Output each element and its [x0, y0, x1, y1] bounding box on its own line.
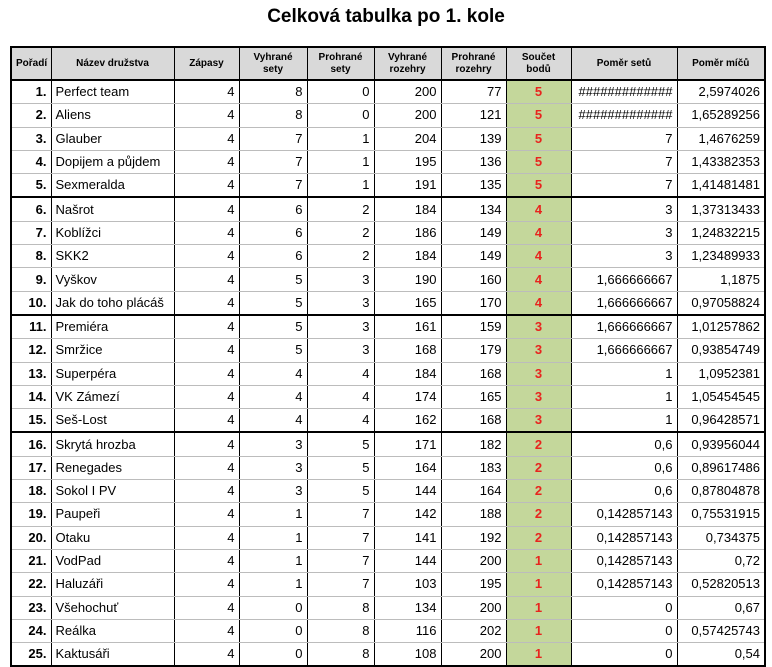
sets-lost-cell: 5 — [307, 432, 374, 456]
matches-cell: 4 — [174, 643, 239, 667]
rallies-won-cell: 204 — [374, 127, 441, 150]
team-name-cell: Premiéra — [51, 315, 174, 339]
team-name-cell: Našrot — [51, 197, 174, 221]
points-cell: 5 — [506, 174, 571, 198]
rank-cell: 13. — [11, 362, 51, 385]
sets-lost-cell: 1 — [307, 127, 374, 150]
sets-won-cell: 3 — [239, 432, 307, 456]
header-points: Součet bodů — [506, 47, 571, 80]
matches-cell: 4 — [174, 480, 239, 503]
points-cell: 3 — [506, 315, 571, 339]
ball-ratio-cell: 1,01257862 — [677, 315, 765, 339]
set-ratio-cell: ############# — [571, 104, 677, 127]
rank-cell: 21. — [11, 549, 51, 572]
rallies-lost-cell: 136 — [441, 150, 506, 173]
sets-lost-cell: 0 — [307, 80, 374, 104]
rank-cell: 7. — [11, 221, 51, 244]
matches-cell: 4 — [174, 127, 239, 150]
set-ratio-cell: 7 — [571, 174, 677, 198]
sets-won-cell: 1 — [239, 503, 307, 526]
table-header — [11, 47, 765, 80]
points-cell: 2 — [506, 503, 571, 526]
matches-cell: 4 — [174, 150, 239, 173]
table-row — [11, 362, 765, 385]
matches-cell: 4 — [174, 503, 239, 526]
table-row — [11, 80, 765, 104]
sets-lost-cell: 7 — [307, 503, 374, 526]
table-row — [11, 549, 765, 572]
sets-won-cell: 6 — [239, 221, 307, 244]
rallies-won-cell: 144 — [374, 480, 441, 503]
rank-cell: 2. — [11, 104, 51, 127]
rallies-won-cell: 190 — [374, 268, 441, 291]
rank-cell: 15. — [11, 409, 51, 433]
rallies-won-cell: 195 — [374, 150, 441, 173]
rallies-won-cell: 142 — [374, 503, 441, 526]
points-cell: 3 — [506, 409, 571, 433]
sets-lost-cell: 8 — [307, 619, 374, 642]
sets-lost-cell: 2 — [307, 197, 374, 221]
rallies-won-cell: 191 — [374, 174, 441, 198]
points-cell: 4 — [506, 291, 571, 315]
rallies-lost-cell: 160 — [441, 268, 506, 291]
standings-table — [10, 46, 766, 667]
rank-cell: 12. — [11, 339, 51, 362]
sets-lost-cell: 3 — [307, 268, 374, 291]
ball-ratio-cell: 1,41481481 — [677, 174, 765, 198]
points-cell: 1 — [506, 619, 571, 642]
rallies-won-cell: 162 — [374, 409, 441, 433]
set-ratio-cell: 0 — [571, 596, 677, 619]
matches-cell: 4 — [174, 549, 239, 572]
matches-cell: 4 — [174, 362, 239, 385]
points-cell: 3 — [506, 339, 571, 362]
points-cell: 4 — [506, 197, 571, 221]
matches-cell: 4 — [174, 174, 239, 198]
team-name-cell: Dopijem a půjdem — [51, 150, 174, 173]
rallies-lost-cell: 195 — [441, 573, 506, 596]
ball-ratio-cell: 0,57425743 — [677, 619, 765, 642]
rallies-won-cell: 134 — [374, 596, 441, 619]
rallies-won-cell: 168 — [374, 339, 441, 362]
sets-won-cell: 6 — [239, 245, 307, 268]
table-row — [11, 643, 765, 667]
ball-ratio-cell: 1,65289256 — [677, 104, 765, 127]
table-row — [11, 385, 765, 408]
sets-lost-cell: 3 — [307, 291, 374, 315]
rallies-lost-cell: 135 — [441, 174, 506, 198]
rallies-won-cell: 164 — [374, 456, 441, 479]
sets-won-cell: 7 — [239, 174, 307, 198]
set-ratio-cell: 0,6 — [571, 480, 677, 503]
set-ratio-cell: 7 — [571, 150, 677, 173]
header-sets-won: Vyhrané sety — [239, 47, 307, 80]
table-row — [11, 432, 765, 456]
matches-cell: 4 — [174, 245, 239, 268]
points-cell: 1 — [506, 643, 571, 667]
rank-cell: 23. — [11, 596, 51, 619]
ball-ratio-cell: 0,97058824 — [677, 291, 765, 315]
table-row — [11, 619, 765, 642]
ball-ratio-cell: 0,93956044 — [677, 432, 765, 456]
rallies-lost-cell: 192 — [441, 526, 506, 549]
rank-cell: 5. — [11, 174, 51, 198]
rank-cell: 14. — [11, 385, 51, 408]
rallies-won-cell: 186 — [374, 221, 441, 244]
team-name-cell: Kaktusáři — [51, 643, 174, 667]
header-rallies-lost: Prohrané rozehry — [441, 47, 506, 80]
table-row — [11, 315, 765, 339]
set-ratio-cell: 1,666666667 — [571, 291, 677, 315]
rank-cell: 16. — [11, 432, 51, 456]
rallies-won-cell: 200 — [374, 104, 441, 127]
points-cell: 5 — [506, 80, 571, 104]
team-name-cell: Superpéra — [51, 362, 174, 385]
rallies-lost-cell: 77 — [441, 80, 506, 104]
table-row — [11, 339, 765, 362]
rallies-won-cell: 184 — [374, 245, 441, 268]
table-row — [11, 503, 765, 526]
table-row — [11, 150, 765, 173]
rallies-lost-cell: 164 — [441, 480, 506, 503]
team-name-cell: Vyškov — [51, 268, 174, 291]
sets-lost-cell: 4 — [307, 409, 374, 433]
rallies-won-cell: 108 — [374, 643, 441, 667]
table-row — [11, 409, 765, 433]
rallies-won-cell: 171 — [374, 432, 441, 456]
ball-ratio-cell: 0,72 — [677, 549, 765, 572]
rallies-lost-cell: 149 — [441, 245, 506, 268]
team-name-cell: Sexmeralda — [51, 174, 174, 198]
rank-cell: 10. — [11, 291, 51, 315]
ball-ratio-cell: 0,54 — [677, 643, 765, 667]
set-ratio-cell: 0,142857143 — [571, 503, 677, 526]
sets-lost-cell: 5 — [307, 456, 374, 479]
sets-lost-cell: 2 — [307, 245, 374, 268]
ball-ratio-cell: 0,87804878 — [677, 480, 765, 503]
matches-cell: 4 — [174, 339, 239, 362]
ball-ratio-cell: 0,89617486 — [677, 456, 765, 479]
sets-won-cell: 6 — [239, 197, 307, 221]
sets-won-cell: 3 — [239, 456, 307, 479]
points-cell: 4 — [506, 245, 571, 268]
matches-cell: 4 — [174, 409, 239, 433]
sets-won-cell: 3 — [239, 480, 307, 503]
matches-cell: 4 — [174, 291, 239, 315]
table-row — [11, 291, 765, 315]
sets-lost-cell: 4 — [307, 362, 374, 385]
matches-cell: 4 — [174, 268, 239, 291]
sets-won-cell: 0 — [239, 596, 307, 619]
rallies-lost-cell: 165 — [441, 385, 506, 408]
points-cell: 5 — [506, 104, 571, 127]
matches-cell: 4 — [174, 619, 239, 642]
matches-cell: 4 — [174, 80, 239, 104]
team-name-cell: Paupeři — [51, 503, 174, 526]
matches-cell: 4 — [174, 526, 239, 549]
points-cell: 3 — [506, 362, 571, 385]
sets-lost-cell: 2 — [307, 221, 374, 244]
rallies-won-cell: 161 — [374, 315, 441, 339]
team-name-cell: VK Zámezí — [51, 385, 174, 408]
ball-ratio-cell: 0,75531915 — [677, 503, 765, 526]
rallies-lost-cell: 188 — [441, 503, 506, 526]
rank-cell: 18. — [11, 480, 51, 503]
team-name-cell: Haluzáři — [51, 573, 174, 596]
rallies-lost-cell: 182 — [441, 432, 506, 456]
team-name-cell: Smržice — [51, 339, 174, 362]
set-ratio-cell: 3 — [571, 221, 677, 244]
sets-won-cell: 5 — [239, 315, 307, 339]
set-ratio-cell: 7 — [571, 127, 677, 150]
rallies-lost-cell: 168 — [441, 362, 506, 385]
ball-ratio-cell: 0,96428571 — [677, 409, 765, 433]
points-cell: 3 — [506, 385, 571, 408]
sets-lost-cell: 7 — [307, 549, 374, 572]
sets-won-cell: 1 — [239, 549, 307, 572]
sets-lost-cell: 5 — [307, 480, 374, 503]
rallies-won-cell: 103 — [374, 573, 441, 596]
header-rallies-won: Vyhrané rozehry — [374, 47, 441, 80]
ball-ratio-cell: 1,23489933 — [677, 245, 765, 268]
set-ratio-cell: 0,6 — [571, 432, 677, 456]
sets-won-cell: 0 — [239, 619, 307, 642]
team-name-cell: VodPad — [51, 549, 174, 572]
team-name-cell: Sokol I PV — [51, 480, 174, 503]
rallies-won-cell: 141 — [374, 526, 441, 549]
points-cell: 1 — [506, 596, 571, 619]
header-team: Název družstva — [51, 47, 174, 80]
rank-cell: 4. — [11, 150, 51, 173]
rallies-lost-cell: 159 — [441, 315, 506, 339]
set-ratio-cell: 3 — [571, 245, 677, 268]
sets-won-cell: 4 — [239, 385, 307, 408]
ball-ratio-cell: 1,05454545 — [677, 385, 765, 408]
table-row — [11, 221, 765, 244]
table-row — [11, 197, 765, 221]
rallies-won-cell: 116 — [374, 619, 441, 642]
team-name-cell: Perfect team — [51, 80, 174, 104]
sets-won-cell: 7 — [239, 150, 307, 173]
rallies-lost-cell: 139 — [441, 127, 506, 150]
table-row — [11, 104, 765, 127]
sets-lost-cell: 3 — [307, 315, 374, 339]
rank-cell: 20. — [11, 526, 51, 549]
sets-won-cell: 5 — [239, 291, 307, 315]
sets-lost-cell: 0 — [307, 104, 374, 127]
matches-cell: 4 — [174, 432, 239, 456]
rallies-lost-cell: 200 — [441, 596, 506, 619]
sets-won-cell: 8 — [239, 80, 307, 104]
rallies-won-cell: 144 — [374, 549, 441, 572]
points-cell: 2 — [506, 432, 571, 456]
sets-won-cell: 4 — [239, 409, 307, 433]
header-set-ratio: Poměr setů — [571, 47, 677, 80]
set-ratio-cell: 0,6 — [571, 456, 677, 479]
points-cell: 1 — [506, 549, 571, 572]
matches-cell: 4 — [174, 573, 239, 596]
table-row — [11, 573, 765, 596]
matches-cell: 4 — [174, 596, 239, 619]
ball-ratio-cell: 0,93854749 — [677, 339, 765, 362]
rallies-lost-cell: 121 — [441, 104, 506, 127]
rallies-lost-cell: 200 — [441, 549, 506, 572]
sets-won-cell: 0 — [239, 643, 307, 667]
rank-cell: 25. — [11, 643, 51, 667]
rallies-lost-cell: 202 — [441, 619, 506, 642]
rank-cell: 24. — [11, 619, 51, 642]
points-cell: 2 — [506, 480, 571, 503]
ball-ratio-cell: 1,43382353 — [677, 150, 765, 173]
sets-won-cell: 7 — [239, 127, 307, 150]
rank-cell: 11. — [11, 315, 51, 339]
sets-won-cell: 4 — [239, 362, 307, 385]
rank-cell: 1. — [11, 80, 51, 104]
rank-cell: 8. — [11, 245, 51, 268]
team-name-cell: Skrytá hrozba — [51, 432, 174, 456]
matches-cell: 4 — [174, 197, 239, 221]
team-name-cell: Koblížci — [51, 221, 174, 244]
rank-cell: 17. — [11, 456, 51, 479]
matches-cell: 4 — [174, 315, 239, 339]
sets-won-cell: 5 — [239, 339, 307, 362]
rank-cell: 22. — [11, 573, 51, 596]
header-matches: Zápasy — [174, 47, 239, 80]
set-ratio-cell: 1 — [571, 362, 677, 385]
table-body — [11, 80, 765, 666]
rallies-lost-cell: 149 — [441, 221, 506, 244]
points-cell: 5 — [506, 127, 571, 150]
rallies-lost-cell: 200 — [441, 643, 506, 667]
points-cell: 4 — [506, 268, 571, 291]
matches-cell: 4 — [174, 385, 239, 408]
rallies-lost-cell: 183 — [441, 456, 506, 479]
rallies-won-cell: 174 — [374, 385, 441, 408]
set-ratio-cell: 1 — [571, 409, 677, 433]
points-cell: 2 — [506, 526, 571, 549]
rallies-won-cell: 184 — [374, 362, 441, 385]
table-row — [11, 596, 765, 619]
matches-cell: 4 — [174, 456, 239, 479]
set-ratio-cell: 0,142857143 — [571, 526, 677, 549]
table-row — [11, 456, 765, 479]
set-ratio-cell: 3 — [571, 197, 677, 221]
sets-lost-cell: 4 — [307, 385, 374, 408]
rallies-won-cell: 184 — [374, 197, 441, 221]
rank-cell: 19. — [11, 503, 51, 526]
team-name-cell: Reálka — [51, 619, 174, 642]
team-name-cell: Otaku — [51, 526, 174, 549]
team-name-cell: Glauber — [51, 127, 174, 150]
sets-won-cell: 1 — [239, 573, 307, 596]
points-cell: 2 — [506, 456, 571, 479]
set-ratio-cell: 1,666666667 — [571, 315, 677, 339]
set-ratio-cell: 0,142857143 — [571, 573, 677, 596]
set-ratio-cell: 1,666666667 — [571, 268, 677, 291]
table-row — [11, 526, 765, 549]
team-name-cell: SKK2 — [51, 245, 174, 268]
set-ratio-cell: 1,666666667 — [571, 339, 677, 362]
set-ratio-cell: 0,142857143 — [571, 549, 677, 572]
points-cell: 4 — [506, 221, 571, 244]
table-row — [11, 268, 765, 291]
table-row — [11, 480, 765, 503]
ball-ratio-cell: 1,0952381 — [677, 362, 765, 385]
header-row — [11, 47, 765, 80]
matches-cell: 4 — [174, 221, 239, 244]
page-title: Celková tabulka po 1. kole — [267, 6, 505, 27]
rallies-lost-cell: 168 — [441, 409, 506, 433]
rank-cell: 3. — [11, 127, 51, 150]
sets-won-cell: 1 — [239, 526, 307, 549]
sets-lost-cell: 8 — [307, 643, 374, 667]
points-cell: 5 — [506, 150, 571, 173]
ball-ratio-cell: 0,67 — [677, 596, 765, 619]
rallies-won-cell: 165 — [374, 291, 441, 315]
team-name-cell: Renegades — [51, 456, 174, 479]
sets-won-cell: 8 — [239, 104, 307, 127]
sets-lost-cell: 7 — [307, 526, 374, 549]
header-ball-ratio: Poměr míčů — [677, 47, 765, 80]
table-row — [11, 245, 765, 268]
rank-cell: 9. — [11, 268, 51, 291]
ball-ratio-cell: 1,24832215 — [677, 221, 765, 244]
team-name-cell: Všehochuť — [51, 596, 174, 619]
sets-lost-cell: 1 — [307, 174, 374, 198]
sets-lost-cell: 8 — [307, 596, 374, 619]
ball-ratio-cell: 0,52820513 — [677, 573, 765, 596]
sets-lost-cell: 3 — [307, 339, 374, 362]
ball-ratio-cell: 2,5974026 — [677, 80, 765, 104]
header-sets-lost: Prohrané sety — [307, 47, 374, 80]
rallies-lost-cell: 170 — [441, 291, 506, 315]
points-cell: 1 — [506, 573, 571, 596]
team-name-cell: Jak do toho plácáš — [51, 291, 174, 315]
team-name-cell: Aliens — [51, 104, 174, 127]
ball-ratio-cell: 0,734375 — [677, 526, 765, 549]
sets-lost-cell: 1 — [307, 150, 374, 173]
set-ratio-cell: 1 — [571, 385, 677, 408]
header-rank: Pořadí — [11, 47, 51, 80]
set-ratio-cell: 0 — [571, 643, 677, 667]
ball-ratio-cell: 1,1875 — [677, 268, 765, 291]
table-row — [11, 174, 765, 198]
rallies-won-cell: 200 — [374, 80, 441, 104]
table-row — [11, 127, 765, 150]
sets-lost-cell: 7 — [307, 573, 374, 596]
rallies-lost-cell: 134 — [441, 197, 506, 221]
ball-ratio-cell: 1,37313433 — [677, 197, 765, 221]
set-ratio-cell: 0 — [571, 619, 677, 642]
ball-ratio-cell: 1,4676259 — [677, 127, 765, 150]
rank-cell: 6. — [11, 197, 51, 221]
sets-won-cell: 5 — [239, 268, 307, 291]
team-name-cell: Seš-Lost — [51, 409, 174, 433]
matches-cell: 4 — [174, 104, 239, 127]
rallies-lost-cell: 179 — [441, 339, 506, 362]
set-ratio-cell: ############# — [571, 80, 677, 104]
